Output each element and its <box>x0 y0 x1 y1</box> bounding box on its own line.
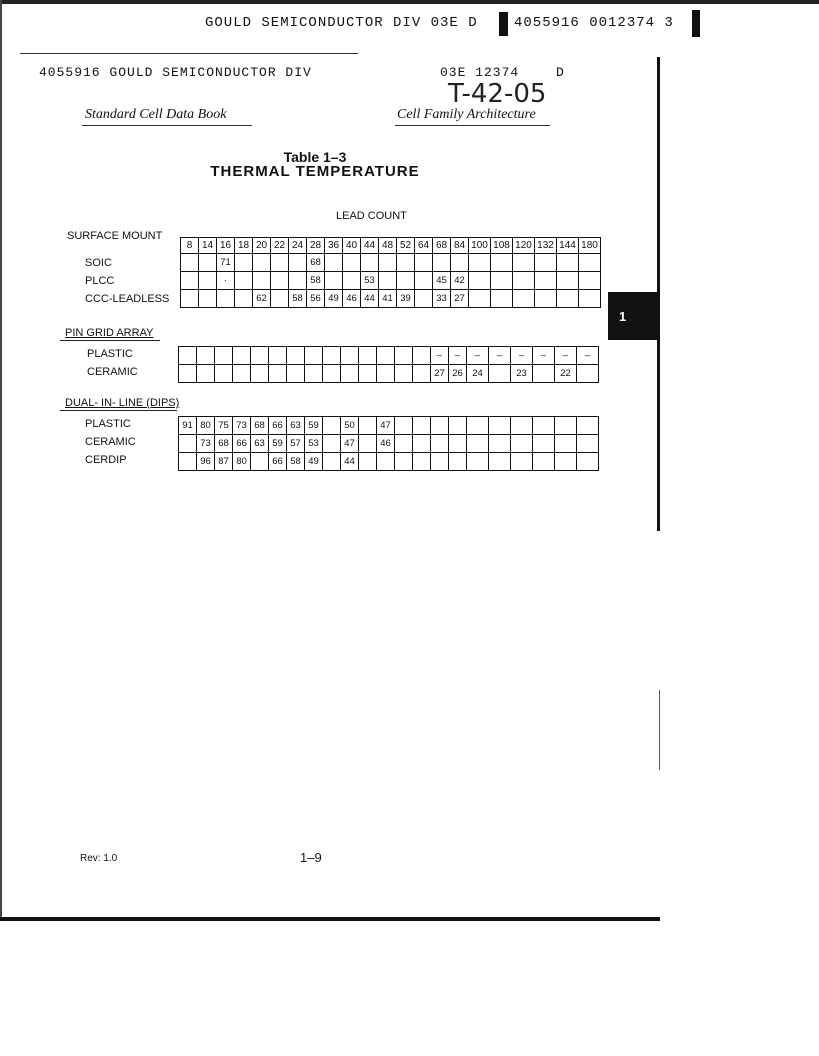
table-cell <box>287 365 305 383</box>
table-cell <box>271 254 289 272</box>
table-cell <box>535 272 557 290</box>
book-title-left: Standard Cell Data Book <box>85 107 227 122</box>
row-label-ccc-leadless: CCC-LEADLESS <box>85 293 170 305</box>
table-cell <box>489 435 511 453</box>
table-cell <box>341 365 359 383</box>
table-cell: 42 <box>451 272 469 290</box>
table-cell <box>323 435 341 453</box>
table-cell: 108 <box>491 238 513 254</box>
table-title: THERMAL TEMPERATURE <box>210 163 420 180</box>
table-cell: 63 <box>251 435 269 453</box>
table-row <box>179 435 599 453</box>
table-cell: – <box>533 347 555 365</box>
bottom-border <box>0 917 660 921</box>
table-cell: 84 <box>451 238 469 254</box>
table-cell: 56 <box>307 290 325 308</box>
table-cell <box>269 347 287 365</box>
book-rule-left <box>82 125 252 126</box>
table-cell <box>513 254 535 272</box>
table-cell: 66 <box>269 453 287 471</box>
left-border <box>0 0 2 921</box>
table-cell <box>555 453 577 471</box>
table-cell <box>491 254 513 272</box>
pin-grid-array-grid <box>178 346 599 383</box>
table-cell: 64 <box>415 238 433 254</box>
table-cell: 120 <box>513 238 535 254</box>
table-cell: 26 <box>449 365 467 383</box>
table-cell: – <box>489 347 511 365</box>
table-cell <box>287 347 305 365</box>
table-cell <box>413 435 431 453</box>
table-cell: 39 <box>397 290 415 308</box>
table-cell <box>467 435 489 453</box>
header-strip-number: 4055916 0012374 3 <box>514 15 674 31</box>
table-cell: 63 <box>287 417 305 435</box>
table-cell: 44 <box>341 453 359 471</box>
table-cell <box>343 272 361 290</box>
table-cell <box>323 365 341 383</box>
row-label-soic: SOIC <box>85 257 112 269</box>
table-cell: 44 <box>361 238 379 254</box>
table-cell <box>215 347 233 365</box>
table-cell: 47 <box>341 435 359 453</box>
table-cell <box>415 254 433 272</box>
table-cell <box>533 435 555 453</box>
table-cell <box>449 435 467 453</box>
table-cell <box>235 254 253 272</box>
table-cell: 46 <box>377 435 395 453</box>
table-cell: 68 <box>215 435 233 453</box>
table-cell <box>359 347 377 365</box>
header-rule <box>20 53 358 54</box>
table-cell <box>359 417 377 435</box>
table-cell: 41 <box>379 290 397 308</box>
table-cell <box>491 290 513 308</box>
book-rule-right <box>395 125 550 126</box>
table-cell <box>395 365 413 383</box>
table-cell <box>395 347 413 365</box>
table-cell: – <box>577 347 599 365</box>
table-cell <box>251 453 269 471</box>
table-cell <box>511 417 533 435</box>
table-cell: 48 <box>379 238 397 254</box>
table-cell <box>513 290 535 308</box>
table-cell: 132 <box>535 238 557 254</box>
table-cell: 28 <box>307 238 325 254</box>
table-cell <box>359 435 377 453</box>
table-cell <box>305 365 323 383</box>
table-cell: 14 <box>199 238 217 254</box>
table-cell: 66 <box>269 417 287 435</box>
table-cell: 68 <box>251 417 269 435</box>
table-cell: 22 <box>271 238 289 254</box>
table-cell <box>579 272 601 290</box>
table-cell <box>197 347 215 365</box>
table-cell <box>511 453 533 471</box>
table-cell: 57 <box>287 435 305 453</box>
row-label-pga-plastic: PLASTIC <box>87 348 133 360</box>
table-row <box>179 417 599 435</box>
table-cell <box>341 347 359 365</box>
table-cell: 75 <box>215 417 233 435</box>
table-cell <box>533 365 555 383</box>
table-cell: 73 <box>233 417 251 435</box>
table-cell <box>253 254 271 272</box>
table-cell: 66 <box>233 435 251 453</box>
table-cell <box>451 254 469 272</box>
section-pin-grid-array: PIN GRID ARRAY <box>65 327 154 339</box>
table-cell <box>555 417 577 435</box>
table-row <box>179 347 599 365</box>
table-cell: 59 <box>305 417 323 435</box>
table-cell <box>217 290 235 308</box>
section-tab-number: 1 <box>619 309 627 324</box>
table-cell: – <box>449 347 467 365</box>
table-cell <box>533 453 555 471</box>
table-cell: – <box>511 347 533 365</box>
table-cell <box>199 272 217 290</box>
table-cell <box>513 272 535 290</box>
row-label-dip-ceramic: CERAMIC <box>85 436 136 448</box>
table-cell <box>179 453 197 471</box>
table-cell: 33 <box>433 290 451 308</box>
table-cell <box>359 365 377 383</box>
doc-code-right: 03E 12374 <box>440 65 520 80</box>
table-cell <box>577 435 599 453</box>
table-cell: 52 <box>397 238 415 254</box>
surface-mount-grid <box>180 237 601 308</box>
table-row <box>179 365 599 383</box>
table-cell <box>431 453 449 471</box>
table-cell <box>325 272 343 290</box>
table-cell <box>379 272 397 290</box>
table-cell <box>491 272 513 290</box>
table-cell <box>323 417 341 435</box>
table-cell <box>235 272 253 290</box>
table-cell: 53 <box>361 272 379 290</box>
table-cell: 27 <box>451 290 469 308</box>
pga-rule <box>60 340 160 341</box>
table-cell <box>233 347 251 365</box>
table-cell <box>415 272 433 290</box>
table-cell: 58 <box>307 272 325 290</box>
table-cell <box>289 272 307 290</box>
table-cell <box>199 290 217 308</box>
table-cell: 27 <box>431 365 449 383</box>
table-cell <box>215 365 233 383</box>
table-row <box>181 254 601 272</box>
table-cell: 68 <box>307 254 325 272</box>
table-cell: 58 <box>287 453 305 471</box>
table-cell <box>467 453 489 471</box>
table-cell: 23 <box>511 365 533 383</box>
table-cell <box>199 254 217 272</box>
table-cell <box>413 417 431 435</box>
table-cell <box>325 254 343 272</box>
right-border-lower <box>659 690 660 770</box>
table-cell <box>579 254 601 272</box>
doc-code-letter: D <box>556 65 565 80</box>
table-cell: 16 <box>217 238 235 254</box>
page-number: 1–9 <box>300 850 322 865</box>
table-cell <box>395 417 413 435</box>
table-cell <box>431 435 449 453</box>
table-cell: 24 <box>467 365 489 383</box>
table-cell <box>359 453 377 471</box>
table-cell: 58 <box>289 290 307 308</box>
table-cell <box>577 365 599 383</box>
header-strip-text: GOULD SEMICONDUCTOR DIV 03E D <box>205 15 478 31</box>
table-cell: – <box>555 347 577 365</box>
table-cell <box>467 417 489 435</box>
table-cell <box>413 347 431 365</box>
table-cell: 68 <box>433 238 451 254</box>
table-cell <box>179 365 197 383</box>
table-cell <box>251 365 269 383</box>
doc-code-left: 4055916 GOULD SEMICONDUCTOR DIV <box>39 65 312 80</box>
table-cell: 73 <box>197 435 215 453</box>
table-cell <box>181 290 199 308</box>
table-cell <box>449 453 467 471</box>
table-cell: 87 <box>215 453 233 471</box>
table-cell <box>361 254 379 272</box>
table-cell: 20 <box>253 238 271 254</box>
table-cell <box>343 254 361 272</box>
lead-count-label: LEAD COUNT <box>336 210 407 222</box>
table-cell <box>269 365 287 383</box>
table-cell <box>449 417 467 435</box>
table-cell <box>489 365 511 383</box>
table-cell <box>377 453 395 471</box>
table-cell <box>489 417 511 435</box>
table-cell <box>395 435 413 453</box>
table-cell <box>431 417 449 435</box>
table-cell: 8 <box>181 238 199 254</box>
table-cell: 91 <box>179 417 197 435</box>
table-cell <box>233 365 251 383</box>
table-cell <box>397 254 415 272</box>
table-cell: 45 <box>433 272 451 290</box>
table-cell <box>181 272 199 290</box>
table-cell <box>377 347 395 365</box>
table-number: Table 1–3 <box>283 149 347 165</box>
table-cell: 80 <box>197 417 215 435</box>
revision-label: Rev: 1.0 <box>80 853 118 864</box>
table-cell <box>413 365 431 383</box>
table-cell: 50 <box>341 417 359 435</box>
table-cell <box>535 290 557 308</box>
table-cell <box>323 347 341 365</box>
table-cell <box>181 254 199 272</box>
table-cell <box>579 290 601 308</box>
table-cell: 49 <box>325 290 343 308</box>
table-cell <box>415 290 433 308</box>
table-cell <box>469 254 491 272</box>
section-dual-in-line: DUAL- IN- LINE (DIPS) <box>65 397 180 409</box>
table-cell <box>469 272 491 290</box>
row-label-dip-cerdip: CERDIP <box>85 454 127 466</box>
table-cell: 24 <box>289 238 307 254</box>
table-cell <box>489 453 511 471</box>
table-cell: 96 <box>197 453 215 471</box>
table-cell: – <box>431 347 449 365</box>
table-cell <box>253 272 271 290</box>
dip-rule <box>60 410 177 411</box>
table-cell <box>533 417 555 435</box>
table-cell: 18 <box>235 238 253 254</box>
table-cell <box>535 254 557 272</box>
table-cell: 100 <box>469 238 491 254</box>
table-cell: – <box>467 347 489 365</box>
header-block-mark <box>499 12 508 36</box>
table-cell <box>179 435 197 453</box>
table-cell <box>271 272 289 290</box>
handwritten-code: T-42-05 <box>448 79 547 109</box>
table-cell <box>433 254 451 272</box>
table-cell <box>557 290 579 308</box>
row-label-dip-plastic: PLASTIC <box>85 418 131 430</box>
row-label-plcc: PLCC <box>85 275 115 287</box>
table-cell: · <box>217 272 235 290</box>
table-cell: 47 <box>377 417 395 435</box>
book-title-right: Cell Family Architecture <box>397 107 536 122</box>
table-cell <box>557 254 579 272</box>
table-cell: 40 <box>343 238 361 254</box>
row-label-pga-ceramic: CERAMIC <box>87 366 138 378</box>
table-cell <box>323 453 341 471</box>
table-cell <box>179 347 197 365</box>
table-row <box>181 272 601 290</box>
table-cell: 71 <box>217 254 235 272</box>
table-cell <box>197 365 215 383</box>
header-block-mark-right <box>692 10 700 37</box>
table-cell: 36 <box>325 238 343 254</box>
table-row <box>181 290 601 308</box>
table-cell: 22 <box>555 365 577 383</box>
section-surface-mount: SURFACE MOUNT <box>67 230 163 242</box>
dual-in-line-grid <box>178 416 599 471</box>
table-cell <box>577 417 599 435</box>
table-cell <box>555 435 577 453</box>
table-cell <box>577 453 599 471</box>
section-tab-marker <box>608 292 659 340</box>
top-border <box>0 0 819 4</box>
table-cell <box>413 453 431 471</box>
table-cell <box>379 254 397 272</box>
table-cell <box>557 272 579 290</box>
table-cell <box>469 290 491 308</box>
table-cell <box>271 290 289 308</box>
table-cell: 59 <box>269 435 287 453</box>
lead-count-header-row <box>181 238 601 254</box>
table-cell <box>289 254 307 272</box>
table-cell: 180 <box>579 238 601 254</box>
table-cell <box>511 435 533 453</box>
table-cell: 46 <box>343 290 361 308</box>
table-cell <box>251 347 269 365</box>
table-cell: 53 <box>305 435 323 453</box>
table-cell: 44 <box>361 290 379 308</box>
table-cell <box>235 290 253 308</box>
table-cell: 62 <box>253 290 271 308</box>
table-cell: 49 <box>305 453 323 471</box>
table-cell: 144 <box>557 238 579 254</box>
table-cell: 80 <box>233 453 251 471</box>
table-cell <box>397 272 415 290</box>
table-row <box>179 453 599 471</box>
table-cell <box>377 365 395 383</box>
table-cell <box>395 453 413 471</box>
table-cell <box>305 347 323 365</box>
